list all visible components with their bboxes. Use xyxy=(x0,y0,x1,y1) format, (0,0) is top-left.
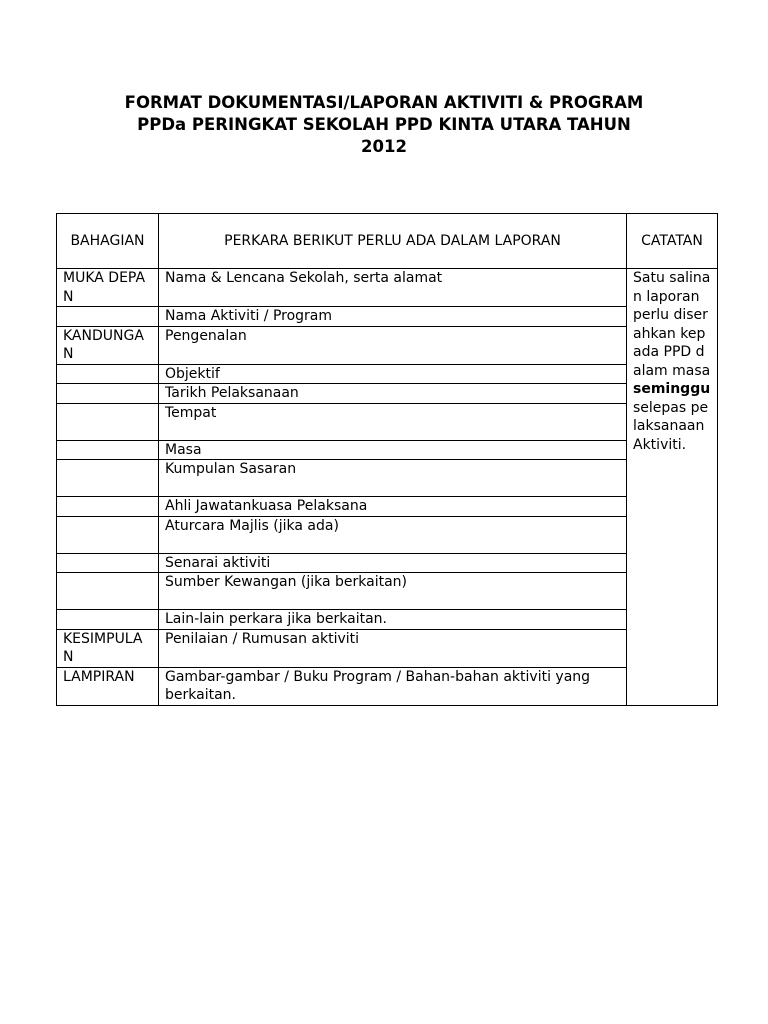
item-cell: Tarikh Pelaksanaan xyxy=(159,384,627,404)
table-row xyxy=(57,384,718,404)
table-row xyxy=(57,364,718,384)
section-cell xyxy=(57,440,159,460)
section-cell xyxy=(57,553,159,573)
item-cell: Tempat xyxy=(159,403,627,440)
section-cell: KESIMPULAN xyxy=(57,629,159,667)
title-line-1: FORMAT DOKUMENTASI/LAPORAN AKTIVITI & PROGRAM xyxy=(124,93,644,112)
table-row xyxy=(57,307,718,327)
item-cell: Aturcara Majlis (jika ada) xyxy=(159,516,627,553)
title-line-2: PPDa PERINGKAT SEKOLAH PPD KINTA UTARA TAHUN xyxy=(137,115,631,134)
table-row xyxy=(57,553,718,573)
table-row xyxy=(57,573,718,610)
item-cell: Kumpulan Sasaran xyxy=(159,460,627,497)
item-cell: Nama & Lencana Sekolah, serta alamat xyxy=(159,269,627,307)
section-cell: MUKA DEPAN xyxy=(57,269,159,307)
table-row xyxy=(57,460,718,497)
item-cell: Sumber Kewangan (jika berkaitan) xyxy=(159,573,627,610)
table-row xyxy=(57,497,718,517)
header-catatan: CATATAN xyxy=(627,214,718,269)
report-format-table xyxy=(56,213,718,706)
document-title xyxy=(60,92,708,158)
header-bahagian: BAHAGIAN xyxy=(57,214,159,269)
item-cell: Gambar-gambar / Buku Program / Bahan-bahan aktiviti yang berkaitan. xyxy=(159,667,627,705)
title-line-3: 2012 xyxy=(361,137,407,156)
table-row xyxy=(57,326,718,364)
catatan-note: Satu salinan laporan perlu diserahkan kepada PPD dalam masa seminggu selepas pelaksanaan Aktiviti. xyxy=(627,269,718,706)
item-cell: Pengenalan xyxy=(159,326,627,364)
section-cell xyxy=(57,516,159,553)
table-row xyxy=(57,629,718,667)
header-perkara: PERKARA BERIKUT PERLU ADA DALAM LAPORAN xyxy=(159,214,627,269)
section-cell xyxy=(57,573,159,610)
section-cell xyxy=(57,403,159,440)
table-row xyxy=(57,516,718,553)
section-cell xyxy=(57,364,159,384)
item-cell: Masa xyxy=(159,440,627,460)
table-row xyxy=(57,403,718,440)
item-cell: Penilaian / Rumusan aktiviti xyxy=(159,629,627,667)
table-row xyxy=(57,440,718,460)
table-row xyxy=(57,667,718,705)
section-cell xyxy=(57,497,159,517)
section-cell xyxy=(57,460,159,497)
section-cell xyxy=(57,384,159,404)
item-cell: Ahli Jawatankuasa Pelaksana xyxy=(159,497,627,517)
item-cell: Lain-lain perkara jika berkaitan. xyxy=(159,610,627,630)
section-cell: LAMPIRAN xyxy=(57,667,159,705)
note-emphasis: seminggu xyxy=(633,381,711,397)
table-row xyxy=(57,269,718,307)
item-cell: Senarai aktiviti xyxy=(159,553,627,573)
section-cell xyxy=(57,307,159,327)
item-cell: Objektif xyxy=(159,364,627,384)
section-cell xyxy=(57,610,159,630)
section-cell: KANDUNGAN xyxy=(57,326,159,364)
item-cell: Nama Aktiviti / Program xyxy=(159,307,627,327)
table-header-row xyxy=(57,214,718,269)
table-row xyxy=(57,610,718,630)
